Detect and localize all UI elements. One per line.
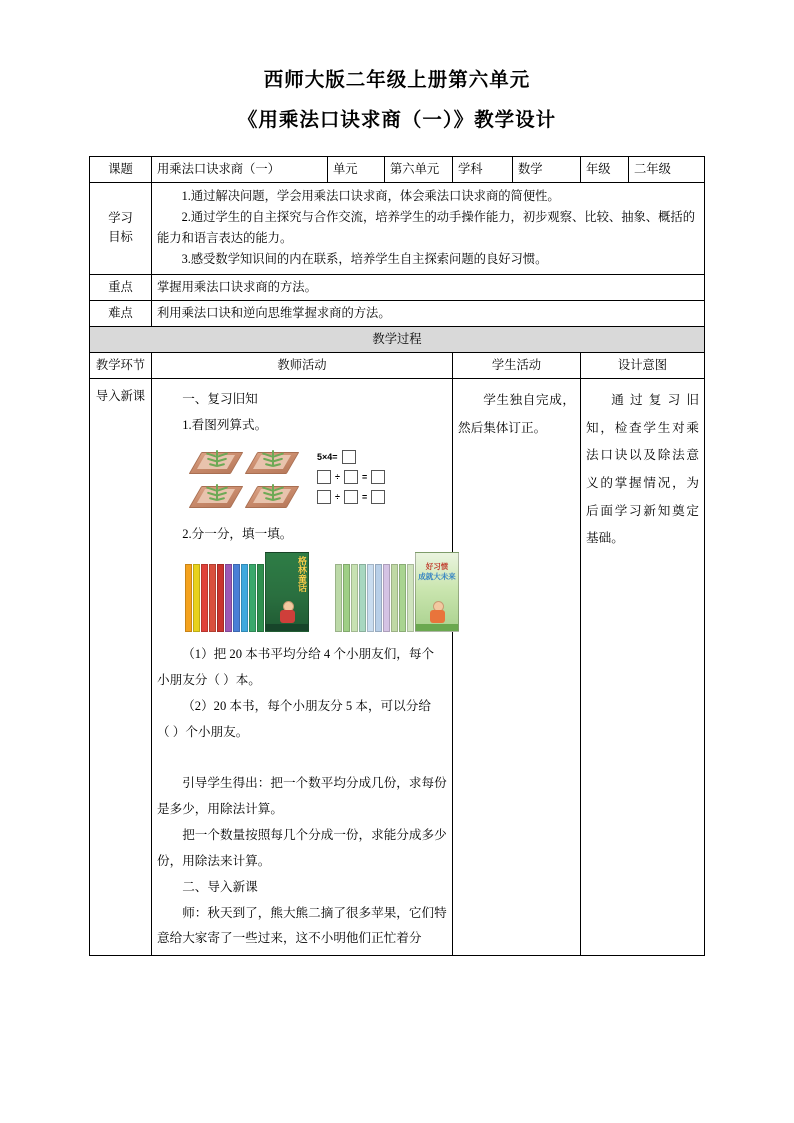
table-row-process-banner (90, 326, 705, 352)
document-title-block (0, 0, 794, 138)
book-spine (257, 564, 264, 632)
table-row-objectives (90, 183, 705, 275)
seedling-tray (191, 446, 243, 478)
book-spine (217, 564, 224, 632)
book-spine (367, 564, 374, 632)
seedling-tray (191, 480, 243, 512)
objective-item-2: 2.通过学生的自主探究与合作交流，培养学生的动手操作能力，初步观察、比较、抽象、概括的能力和语言表达的能力。 (157, 210, 695, 246)
book-cover-title: 格林童话 (297, 556, 307, 593)
teacher-spacer (157, 745, 447, 771)
cell-teacher-activity (152, 378, 456, 955)
table-row-process-content (90, 378, 705, 955)
teacher-task-1: 1.看图列算式。 (182, 417, 268, 432)
seedling-tray-group (191, 446, 299, 512)
equation-expression: 5×4= (317, 451, 338, 462)
book-stack-grimm (185, 554, 309, 632)
cell-value-difficult-point: 利用乘法口诀和逆向思维掌握求商的方法。 (152, 300, 705, 326)
seedling-tray-equation-figure (191, 446, 447, 512)
book-spine (351, 564, 358, 632)
plant-icon (261, 448, 287, 470)
book-cover-title-line1: 好习惯 (425, 562, 449, 572)
book-cover-bottom-strip (266, 624, 308, 631)
column-header-teacher: 教师活动 (152, 352, 453, 378)
book-spine (391, 564, 398, 632)
answer-blank-box[interactable] (317, 490, 331, 504)
book-spine (375, 564, 382, 632)
cell-value-unit: 第六单元 (385, 157, 453, 183)
book-spine (343, 564, 350, 632)
equation-row-divide-2 (317, 489, 385, 504)
teacher-speech: 师：秋天到了，熊大熊二摘了很多苹果，它们特意给大家寄了一些过来，这不小明他们正忙着分 (157, 905, 447, 946)
teacher-heading-1: 一、复习旧知 (182, 391, 258, 406)
book-spine (233, 564, 240, 632)
operator-divide: ÷ (335, 491, 340, 502)
book-cover-habits (415, 552, 459, 632)
title-line-2: 《用乘法口诀求商（一）》教学设计 (237, 110, 557, 131)
cell-value-discipline: 数学 (513, 157, 581, 183)
objectives-label-line1: 学习 (108, 211, 133, 226)
column-header-stage: 教学环节 (90, 352, 152, 378)
lesson-plan-table (89, 156, 705, 956)
teacher-question-2-line2: （ ）个小朋友。 (157, 724, 249, 739)
book-spine (201, 564, 208, 632)
answer-blank-box[interactable] (371, 470, 385, 484)
book-spine (383, 564, 390, 632)
book-spine (225, 564, 232, 632)
design-intent-text: 通过复习旧知，检查学生对乘法口诀以及除法意义的掌握情况，为后面学习新知奠定基础。 (586, 392, 699, 546)
cell-value-objectives (152, 183, 705, 275)
book-spine (241, 564, 248, 632)
operator-divide: ÷ (335, 471, 340, 482)
book-spine (185, 564, 192, 632)
book-cover-title-line2: 成就大未来 (418, 571, 456, 581)
answer-blank-box[interactable] (342, 450, 356, 464)
teacher-task-2: 2.分一分，填一填。 (182, 527, 293, 542)
book-spine (359, 564, 366, 632)
operator-equals: = (361, 471, 368, 482)
book-spine (399, 564, 406, 632)
seedling-tray (247, 480, 299, 512)
title-line-1: 西师大版二年级上册第六单元 (263, 70, 531, 91)
book-cover-bottom-strip (416, 624, 458, 631)
equation-row-divide-1 (317, 469, 385, 484)
cell-design-intent (581, 378, 705, 955)
table-row-difficult-point (90, 300, 705, 326)
cell-stage-name: 导入新课 (90, 378, 152, 955)
teacher-heading-2: 二、导入新课 (182, 879, 258, 894)
answer-blank-box[interactable] (371, 490, 385, 504)
equation-group (317, 449, 385, 509)
cell-label-unit: 单元 (328, 157, 385, 183)
teacher-question-2-line1: （2）20 本书，每个小朋友分 5 本，可以分给 (182, 698, 431, 713)
table-row-process-headers (90, 352, 705, 378)
answer-blank-box[interactable] (317, 470, 331, 484)
teacher-guide-1: 引导学生得出：把一个数平均分成几份，求每份是多少，用除法计算。 (157, 776, 447, 817)
cell-value-subject: 用乘法口诀求商（一） (152, 157, 328, 183)
book-spine (193, 564, 200, 632)
book-spine (407, 564, 414, 632)
plant-icon (261, 482, 287, 504)
operator-equals: = (361, 491, 368, 502)
book-spine (209, 564, 216, 632)
plant-icon (205, 482, 231, 504)
book-spine (335, 564, 342, 632)
cell-label-objectives (90, 183, 152, 275)
book-cover-title (416, 562, 458, 581)
objective-item-3: 3.感受数学知识间的内在联系，培养学生自主探索问题的良好习惯。 (181, 252, 548, 267)
cell-label-subject: 课题 (90, 157, 152, 183)
cell-label-key-point: 重点 (90, 274, 152, 300)
student-activity-text: 学生独自完成，然后集体订正。 (458, 392, 575, 435)
answer-blank-box[interactable] (344, 470, 358, 484)
teacher-guide-2: 把一个数量按照每几个分成一份，求能分成多少份，用除法来计算。 (157, 828, 447, 868)
book-spine (249, 564, 256, 632)
book-stack-habits (335, 554, 459, 632)
cell-student-activity (453, 378, 581, 955)
objective-item-1: 1.通过解决问题，学会用乘法口诀求商，体会乘法口诀求商的简便性。 (181, 189, 560, 204)
column-header-student: 学生活动 (453, 352, 581, 378)
answer-blank-box[interactable] (344, 490, 358, 504)
table-row-subject-info (90, 157, 705, 183)
plant-icon (205, 448, 231, 470)
cell-label-grade: 年级 (581, 157, 629, 183)
column-header-intent: 设计意图 (581, 352, 705, 378)
table-row-key-point (90, 274, 705, 300)
book-cover-grimm (265, 552, 309, 632)
book-stacks-figure (185, 554, 456, 632)
process-banner-label: 教学过程 (90, 326, 705, 352)
objectives-label-line2: 目标 (108, 230, 133, 245)
teacher-question-1-line2: 小朋友分（ ）本。 (157, 673, 261, 688)
seedling-tray (247, 446, 299, 478)
equation-row-multiply (317, 449, 385, 464)
cell-value-key-point: 掌握用乘法口诀求商的方法。 (152, 274, 705, 300)
cell-value-grade: 二年级 (629, 157, 705, 183)
teacher-question-1-line1: （1）把 20 本书平均分给 4 个小朋友们，每个 (182, 647, 435, 662)
cell-label-discipline: 学科 (453, 157, 513, 183)
cell-label-difficult-point: 难点 (90, 300, 152, 326)
